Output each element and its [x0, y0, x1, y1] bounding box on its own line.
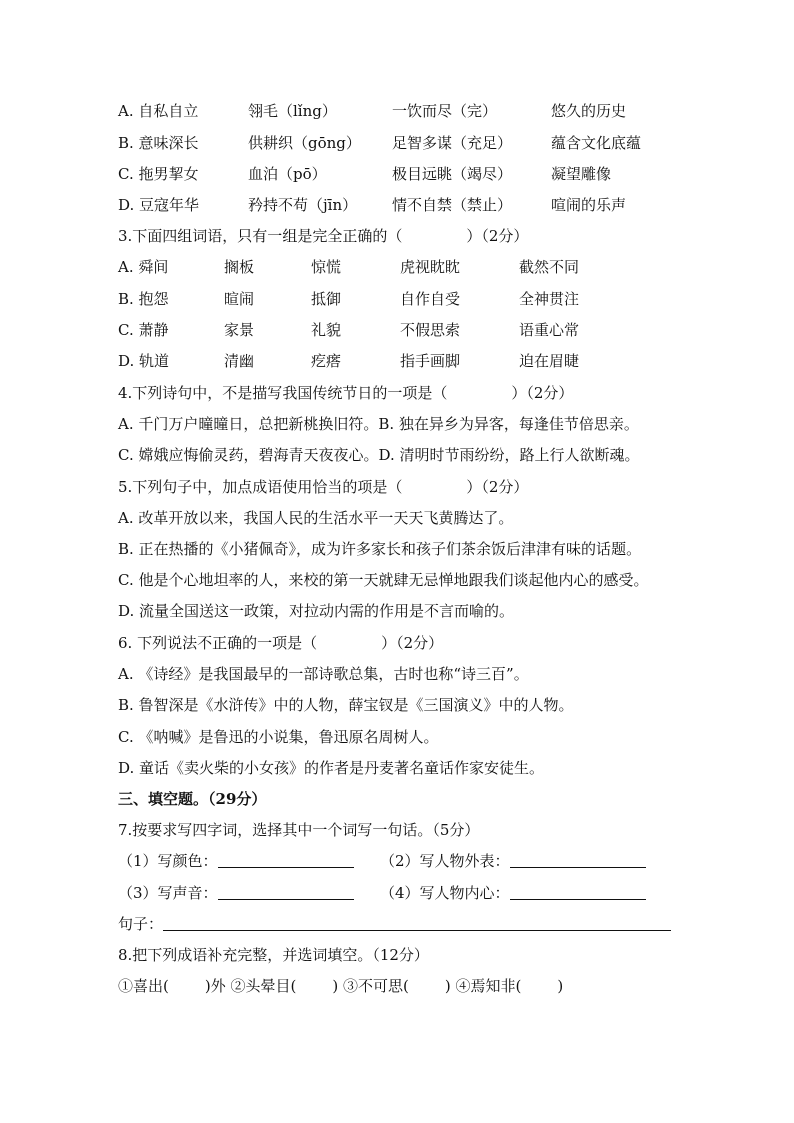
q6-option-c: C. 《呐喊》是鲁迅的小说集，鲁迅原名周树人。: [118, 728, 439, 746]
q3-option-d: [0, 349, 794, 373]
q8-item-1: [118, 977, 226, 995]
q8-stem: 8.把下列成语补充完整，并选词填空。（12分）: [118, 946, 429, 964]
q2-option-a-cell-2: 翎毛（lǐng）: [248, 102, 337, 120]
q5-option-d: D. 流量全国送这一政策，对拉动内需的作用是不言而喻的。: [118, 602, 515, 620]
q6-stem-score: ）（2分）: [381, 634, 444, 652]
q8-item-4-after: ): [557, 977, 564, 995]
q8-item-3-after: ): [444, 977, 451, 995]
q2-option-b-cell-2: 供耕织（gōng）: [248, 134, 361, 152]
q2-option-a: [0, 99, 794, 123]
q2-option-d-cell-2: 矜持不苟（jīn）: [248, 196, 358, 214]
q3-option-b-cell-3: 抵御: [311, 290, 342, 308]
q5-stem-score: ）（2分）: [466, 478, 529, 496]
q2-option-c-cell-2: 血泊（pō）: [248, 165, 327, 183]
q3-option-a-cell-5: 截然不同: [519, 258, 580, 276]
q4-options-line-1: A. 千门万户曈曈日，总把新桃换旧符。B. 独在异乡为异客，每逢佳节倍思亲。: [118, 415, 639, 433]
section-3-title: 三、填空题。（29分）: [118, 790, 267, 808]
q3-option-d-cell-4: 指手画脚: [400, 352, 461, 370]
q2-option-a-cell-4: 悠久的历史: [551, 102, 627, 120]
q7-item-3-blank[interactable]: [218, 883, 354, 900]
q8-item-2-after: ): [332, 977, 339, 995]
q3-stem-score: ）（2分）: [466, 227, 529, 245]
q7-sentence-row: [118, 912, 671, 936]
q3-option-d-cell-2: 清幽: [224, 352, 255, 370]
q2-option-b-cell-4: 蕴含文化底蕴: [551, 134, 642, 152]
q8-item-2-before: ②头晕目(: [230, 977, 297, 995]
q3-option-c-cell-1: C. 萧静: [118, 321, 169, 339]
q3-option-a-cell-4: 虎视眈眈: [400, 258, 461, 276]
q7-item-2-label: （2）写人物外表：: [380, 852, 510, 870]
q2-option-c-cell-1: C. 拖男挈女: [118, 165, 199, 183]
q3-option-d-cell-1: D. 轨道: [118, 352, 170, 370]
q3-option-b-cell-2: 暄闹: [224, 290, 255, 308]
q7-item-1-blank[interactable]: [218, 851, 354, 868]
q2-option-c-cell-4: 凝望雕像: [551, 165, 612, 183]
q7-item-4: [380, 881, 646, 905]
q3-option-c: [0, 318, 794, 342]
q3-option-a: [0, 255, 794, 279]
q3-option-d-cell-3: 疙瘩: [311, 352, 342, 370]
q3-option-c-cell-4: 不假思索: [400, 321, 461, 339]
q3-option-a-cell-1: A. 舜间: [118, 258, 169, 276]
q4-stem-text: 4.下列诗句中，不是描写我国传统节日的一项是（: [118, 384, 448, 402]
q2-option-c: [0, 162, 794, 186]
q8-item-4: [456, 977, 564, 995]
q5-option-c: C. 他是个心地坦率的人，来校的第一天就肆无忌惮地跟我们谈起他内心的感受。: [118, 571, 649, 589]
q3-option-a-cell-3: 惊慌: [311, 258, 342, 276]
q7-item-4-label: （4）写人物内心：: [380, 884, 510, 902]
q7-row-1: [0, 849, 794, 873]
q2-option-a-cell-1: A. 自私自立: [118, 102, 199, 120]
q2-option-d: [0, 193, 794, 217]
q2-option-b-cell-1: B. 意味深长: [118, 134, 199, 152]
q2-option-c-cell-3: 极目远眺（竭尽）: [392, 165, 513, 183]
q7-stem: 7.按要求写四字词，选择其中一个词写一句话。（5分）: [118, 821, 480, 839]
q8-item-1-after: )外: [204, 977, 226, 995]
q7-row-2: [0, 881, 794, 905]
q7-sentence-blank[interactable]: [163, 914, 671, 931]
q6-option-b: B. 鲁智深是《水浒传》中的人物，薛宝钗是《三国演义》中的人物。: [118, 696, 574, 714]
q2-option-d-cell-3: 情不自禁（禁止）: [392, 196, 513, 214]
q7-item-2: [380, 849, 646, 873]
q3-option-b: [0, 287, 794, 311]
q7-item-3-label: （3）写声音：: [118, 884, 218, 902]
q6-option-d: D. 童话《卖火柴的小女孩》的作者是丹麦著名童话作家安徒生。: [118, 759, 545, 777]
q7-item-1: [118, 849, 354, 873]
q6-stem: [118, 631, 443, 655]
q8-items-row: [118, 974, 563, 998]
q3-option-c-cell-5: 语重心常: [519, 321, 580, 339]
q5-stem: [118, 475, 528, 499]
q8-item-4-before: ④焉知非(: [455, 977, 522, 995]
q3-option-c-cell-2: 家景: [224, 321, 255, 339]
q6-option-a: A. 《诗经》是我国最早的一部诗歌总集，古时也称“诗三百”。: [118, 665, 529, 683]
q4-stem-score: ）（2分）: [511, 384, 574, 402]
q2-option-d-cell-4: 喧闹的乐声: [551, 196, 627, 214]
q2-option-a-cell-3: 一饮而尽（完）: [392, 102, 498, 120]
q3-option-b-cell-1: B. 抱怨: [118, 290, 169, 308]
q8-item-3: [343, 977, 451, 995]
q5-stem-text: 5.下列句子中，加点成语使用恰当的项是（: [118, 478, 403, 496]
q6-stem-text: 6. 下列说法不正确的一项是（: [118, 634, 318, 652]
q7-item-1-label: （1）写颜色：: [118, 852, 218, 870]
q3-option-b-cell-4: 自作自受: [400, 290, 461, 308]
q2-option-d-cell-1: D. 豆寇年华: [118, 196, 200, 214]
q2-option-b-cell-3: 足智多谋（充足）: [392, 134, 513, 152]
q5-option-b: B. 正在热播的《小猪佩奇》，成为许多家长和孩子们茶余饭后津津有味的话题。: [118, 540, 642, 558]
q3-option-c-cell-3: 礼貌: [311, 321, 342, 339]
q3-option-a-cell-2: 搁板: [224, 258, 255, 276]
q3-stem-text: 3.下面四组词语，只有一组是完全正确的（: [118, 227, 403, 245]
q3-stem: [118, 224, 528, 248]
q2-option-b: [0, 131, 794, 155]
q3-option-d-cell-5: 迫在眉睫: [519, 352, 580, 370]
q8-item-3-before: ③不可思(: [343, 977, 409, 995]
q7-sentence-label: 句子：: [118, 915, 164, 933]
q7-item-2-blank[interactable]: [510, 851, 646, 868]
q7-item-3: [118, 881, 354, 905]
q7-item-4-blank[interactable]: [510, 883, 646, 900]
q4-stem: [118, 381, 573, 405]
q8-item-2: [231, 977, 339, 995]
q4-options-line-2: C. 嫦娥应悔偷灵药，碧海青天夜夜心。D. 清明时节雨纷纷，路上行人欲断魂。: [118, 446, 640, 464]
q3-option-b-cell-5: 全神贯注: [519, 290, 580, 308]
q5-option-a: A. 改革开放以来，我国人民的生活水平一天天飞黄腾达了。: [118, 509, 514, 527]
q8-item-1-before: ①喜出(: [118, 977, 169, 995]
